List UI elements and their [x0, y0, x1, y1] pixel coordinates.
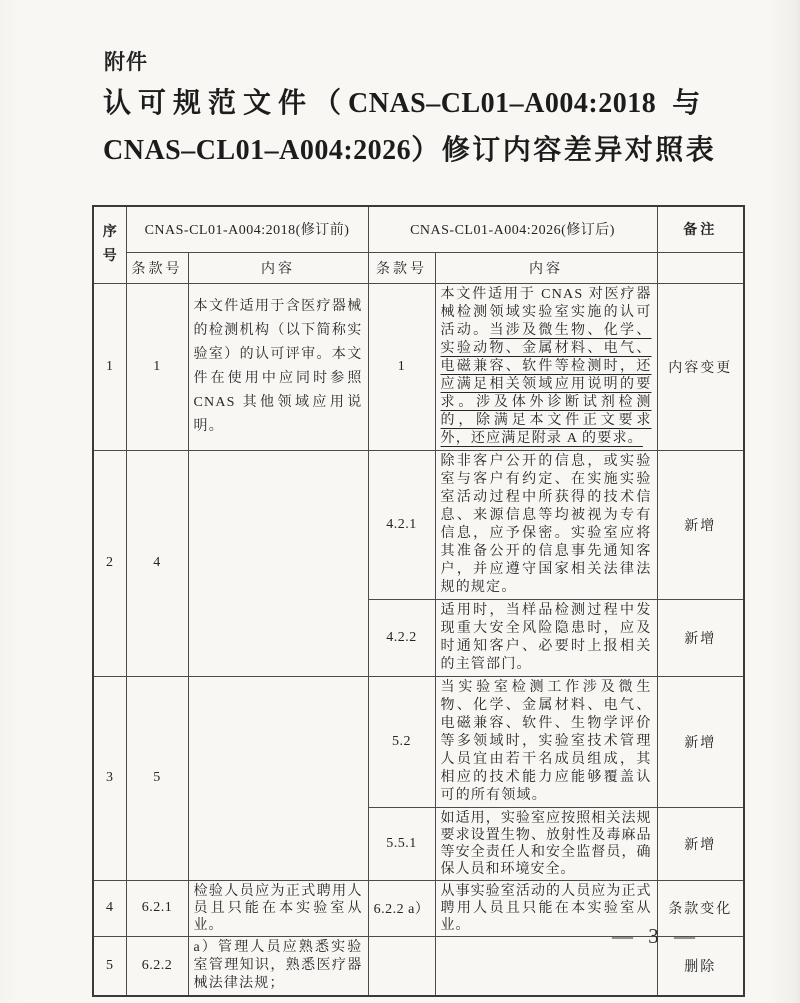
row2a-after-content: 除非客户公开的信息，或实验室与客户有约定、在实施实验室活动过程中所获得的技术信息、来源信息等均被视为专有信息，应予保密。实验室应将其准备公开的信息事先通知客户，并应遵守国家相关法律法规的规定。	[435, 450, 657, 599]
document-title	[103, 80, 763, 174]
row1-after-content-underlined: 当涉及微生物、化学、实验动物、金属材料、电气、电磁兼容、软件等检测时，还应满足相关领域应用说明的要求。涉及体外诊断试剂检测的，除满足本文件正文要求外，还应满足附录 A 的要求。	[440, 322, 652, 446]
row3-seq: 3	[93, 676, 126, 880]
row4-seq: 4	[93, 880, 126, 936]
row5-seq: 5	[93, 936, 126, 996]
header-seq: 序号	[93, 206, 126, 283]
row1-after-clause: 1	[368, 283, 435, 450]
header-remark: 备注	[657, 206, 744, 252]
row4-remark: 条款变化	[657, 880, 744, 936]
row5-before-clause: 6.2.2	[126, 936, 188, 996]
title-conjunction: 与	[672, 88, 701, 119]
header-remark-empty-cell	[657, 252, 744, 283]
row1-before-content: 本文件适用于含医疗器械的检测机构（以下简称实验室）的认可评审。本文件在使用中应同时参照 CNAS 其他领域应用说明。	[188, 283, 368, 450]
row5-remark: 删除	[657, 936, 744, 996]
title-prefix: 认可规范文件（	[103, 88, 349, 119]
title-code-before: CNAS–CL01–A004:2018	[348, 88, 657, 119]
title-code-after: CNAS–CL01–A004:2026	[103, 135, 412, 166]
row2-seq: 2	[93, 450, 126, 676]
table-row-3a	[93, 676, 744, 807]
row2a-remark: 新增	[657, 450, 744, 599]
header-content-before: 内容	[188, 252, 368, 283]
row3b-after-content: 如适用，实验室应按照相关法规要求设置生物、放射性及毒麻品等安全责任人和安全监督员，确保人员和环境安全。	[435, 807, 657, 880]
row1-remark: 内容变更	[657, 283, 744, 450]
document-title-line1	[103, 80, 763, 127]
row1-before-clause: 1	[126, 283, 188, 450]
row2a-after-clause: 4.2.1	[368, 450, 435, 599]
header-content-after: 内容	[435, 252, 657, 283]
row4-before-content: 检验人员应为正式聘用人员且只能在本实验室从业。	[188, 880, 368, 936]
row4-after-clause: 6.2.2 a）	[368, 880, 435, 936]
attachment-label: 附件	[104, 50, 148, 74]
comparison-table	[92, 205, 745, 997]
row2b-after-content: 适用时，当样品检测过程中发现重大安全风险隐患时，应及时通知客户、必要时上报相关的主管部门。	[435, 599, 657, 676]
row2b-after-clause: 4.2.2	[368, 599, 435, 676]
row3b-remark: 新增	[657, 807, 744, 880]
header-after-title: CNAS-CL01-A004:2026(修订后)	[368, 206, 657, 252]
row3a-after-clause: 5.2	[368, 676, 435, 807]
row3b-after-clause: 5.5.1	[368, 807, 435, 880]
row2-before-content	[188, 450, 368, 676]
row1-seq: 1	[93, 283, 126, 450]
row3-before-content	[188, 676, 368, 880]
header-row-1	[93, 206, 744, 252]
row2b-remark: 新增	[657, 599, 744, 676]
header-clause-before: 条款号	[126, 252, 188, 283]
row1-after-content-normal: 本文件适用于 CNAS 对医疗器械检测领域实验室实施的认可活动。	[440, 286, 652, 338]
row3a-remark: 新增	[657, 676, 744, 807]
table-row-1	[93, 283, 744, 450]
page-number: — 3 —	[612, 924, 700, 948]
table-row-2a	[93, 450, 744, 599]
row2-before-clause: 4	[126, 450, 188, 676]
row4-after-content: 从事实验室活动的人员应为正式聘用人员且只能在本实验室从业。	[435, 880, 657, 936]
document-title-line2	[103, 127, 763, 174]
title-suffix: ）修订内容差异对照表	[411, 135, 717, 166]
row5-after-clause	[368, 936, 435, 996]
row3a-after-content: 当实验室检测工作涉及微生物、化学、金属材料、电气、电磁兼容、软件、生物学评价等多领域时，实验室技术管理人员宜由若干名成员组成，其相应的技术能力应能够覆盖认可的所有领域。	[435, 676, 657, 807]
header-row-2	[93, 252, 744, 283]
header-clause-after: 条款号	[368, 252, 435, 283]
row1-after-content	[435, 283, 657, 450]
row4-before-clause: 6.2.1	[126, 880, 188, 936]
header-before-title: CNAS-CL01-A004:2018(修订前)	[126, 206, 368, 252]
row5-before-content: a）管理人员应熟悉实验室管理知识，熟悉医疗器械法律法规；	[188, 936, 368, 996]
row3-before-clause: 5	[126, 676, 188, 880]
